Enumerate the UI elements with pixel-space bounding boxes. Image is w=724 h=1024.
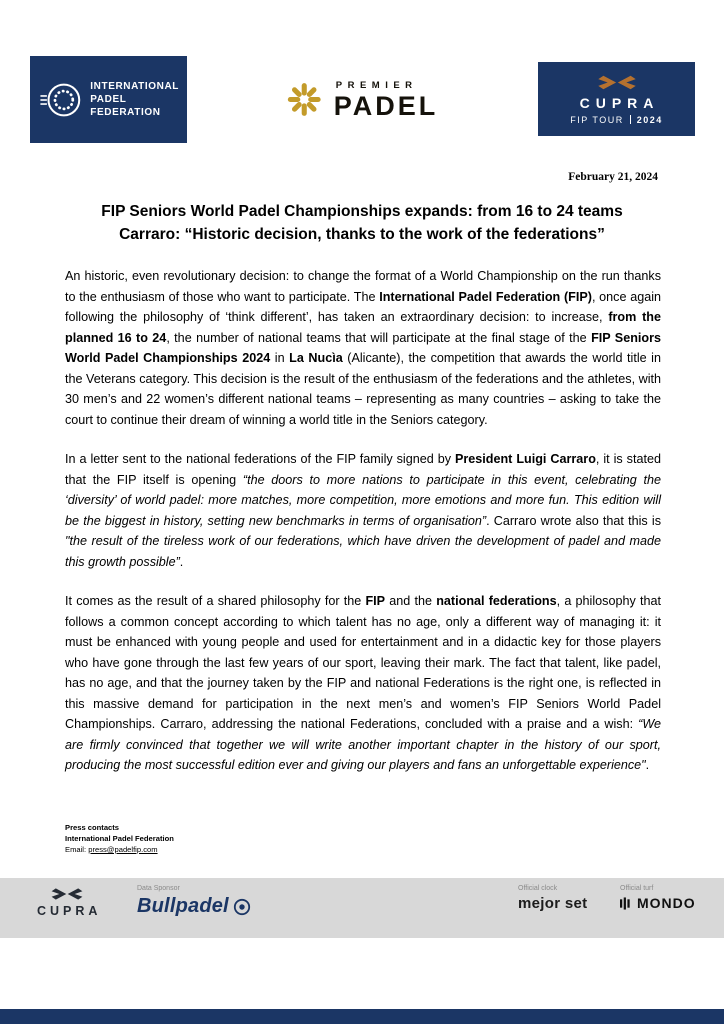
text-run: International Padel Federation (FIP) (379, 289, 592, 304)
bottom-navy-bar (0, 1009, 724, 1024)
title-line1: FIP Seniors World Padel Championships expands: from 16 to 24 teams (101, 203, 623, 220)
text-run: , a philosophy that follows a common concept according to which talent has no age, only a different way of managing it: it must be enhanced with young people and used for entertainment and in a didactic key for those players who have gone through the last few years of our sport, leaving their mark. The fact that talent, like padel, has no age, and that the journey taken by the FIP and national Federations is the right one, is reflected in this massive demand for participation in the next men’s and women’s FIP Seniors World Padel Championships. Carraro, addressing the national Federations, concluded with a praise and a wish: (65, 594, 661, 731)
contacts-heading: Press contacts (65, 823, 120, 832)
text-run: “the doors to more nations to participate in this event, celebrating the ‘diversity’ of world padel: more matches, more competition, more emotions and more fun. This edition will be the biggest in history, setting new benchmarks in terms of organisation” (65, 472, 661, 528)
email-link[interactable]: press@padelfip.com (88, 845, 158, 854)
text-run: and the (385, 594, 437, 608)
premier-padel-wordmark (333, 80, 439, 121)
text-run: , once again following the philosophy of ‘think different’, has taken an extraordinary decision: to increase, (65, 289, 662, 324)
bullpadel-logo-text: Bullpadel (137, 895, 229, 917)
text-run: , it is stated that the FIP itself is opening (65, 452, 661, 487)
paragraph (65, 449, 661, 572)
text-run: from the planned 16 to 24 (65, 310, 661, 345)
sponsor-label-data: Data Sponsor (137, 885, 180, 892)
footer-bullpadel (137, 885, 251, 918)
paragraph (65, 591, 661, 776)
footer-mondo (620, 885, 696, 911)
text-run: national federations (436, 594, 557, 608)
fip-tour-text: FIP TOUR (570, 114, 624, 125)
ipf-logo-line1: INTERNATIONAL (90, 81, 179, 92)
cupra-emblem-icon (596, 74, 638, 91)
sponsor-footer (0, 878, 724, 938)
ipf-logo-line2: PADEL (90, 94, 127, 105)
text-run: It comes as the result of a shared philosophy for the (65, 594, 366, 608)
article-body (65, 266, 661, 795)
mondo-logo (620, 895, 696, 911)
cupra-emblem-icon (50, 887, 84, 901)
press-contacts (65, 822, 174, 855)
text-run: An historic, even revolutionary decision: to change the format of a World Championship on the run thanks to the enthusiasm of those who want to participate. The (65, 269, 661, 304)
ipf-logo-line3: FEDERATION (90, 107, 161, 118)
mondo-bars-icon (620, 897, 633, 910)
premier-padel-star-icon (286, 81, 323, 118)
paragraph (65, 266, 661, 430)
contacts-org: International Padel Federation (65, 834, 174, 843)
text-run: (Alicante), the competition that awards the world title in the Veterans category. This decision is the result of the enthusiasm of the federations and the athletes, with 30 men’s and 22 women’s different national teams – representing as many countries – asking to take the court to continue their dream of winning a world title in the Seniors category. (65, 351, 661, 427)
text-run: La Nucìa (289, 351, 343, 365)
text-run: , the number of national teams that will participate at the final stage of the (166, 330, 592, 345)
mejorset-logo-text: mejor set (518, 895, 588, 912)
premier-padel-logo (286, 80, 439, 121)
text-run: . (645, 758, 650, 772)
date: February 21, 2024 (568, 171, 658, 183)
title-line2: Carraro: “Historic decision, thanks to the work of the federations” (119, 225, 605, 243)
email-label: Email: (65, 845, 89, 854)
bullpadel-emblem-icon (233, 898, 251, 916)
premier-label: PREMIER (335, 80, 418, 91)
footer-mejorset (518, 885, 587, 912)
ipf-logo (30, 56, 187, 143)
text-run: "the result of the tireless work of our federations, which have driven the development of padel and made this growth possible” (65, 534, 661, 569)
page-title (40, 201, 684, 246)
sponsor-label-clock: Official clock (518, 885, 558, 892)
text-run: “We are firmly convinced that together we will write another important chapter in the history of our sport, producing the most successful edition ever and giving our players and fans an unforgettable experience" (65, 717, 661, 772)
footer-cupra-logo (33, 887, 101, 918)
footer-cupra-text: CUPRA (37, 904, 102, 918)
sponsor-label-turf: Official turf (620, 885, 654, 892)
cupra-fip-tour-logo (538, 62, 695, 136)
contacts-email-row (65, 844, 174, 855)
text-run: . Carraro wrote also that this is (486, 513, 661, 528)
mondo-logo-text: MONDO (637, 895, 696, 911)
text-run: in (270, 351, 290, 365)
fip-tour-label (570, 115, 663, 125)
text-run: President Luigi Carraro (454, 452, 596, 466)
bullpadel-logo (137, 895, 251, 918)
padel-label: PADEL (333, 91, 439, 121)
text-run: . (179, 554, 184, 569)
text-run: FIP Seniors World Padel Championships 2024 (65, 330, 661, 365)
ipf-racket-icon (38, 74, 83, 126)
tour-year: 2024 (636, 114, 663, 125)
ipf-logo-text (90, 80, 179, 119)
divider-bar (630, 115, 631, 124)
cupra-wordmark: CUPRA (579, 94, 660, 111)
text-run: In a letter sent to the national federations of the FIP family signed by (65, 452, 455, 466)
text-run: FIP (365, 594, 386, 608)
